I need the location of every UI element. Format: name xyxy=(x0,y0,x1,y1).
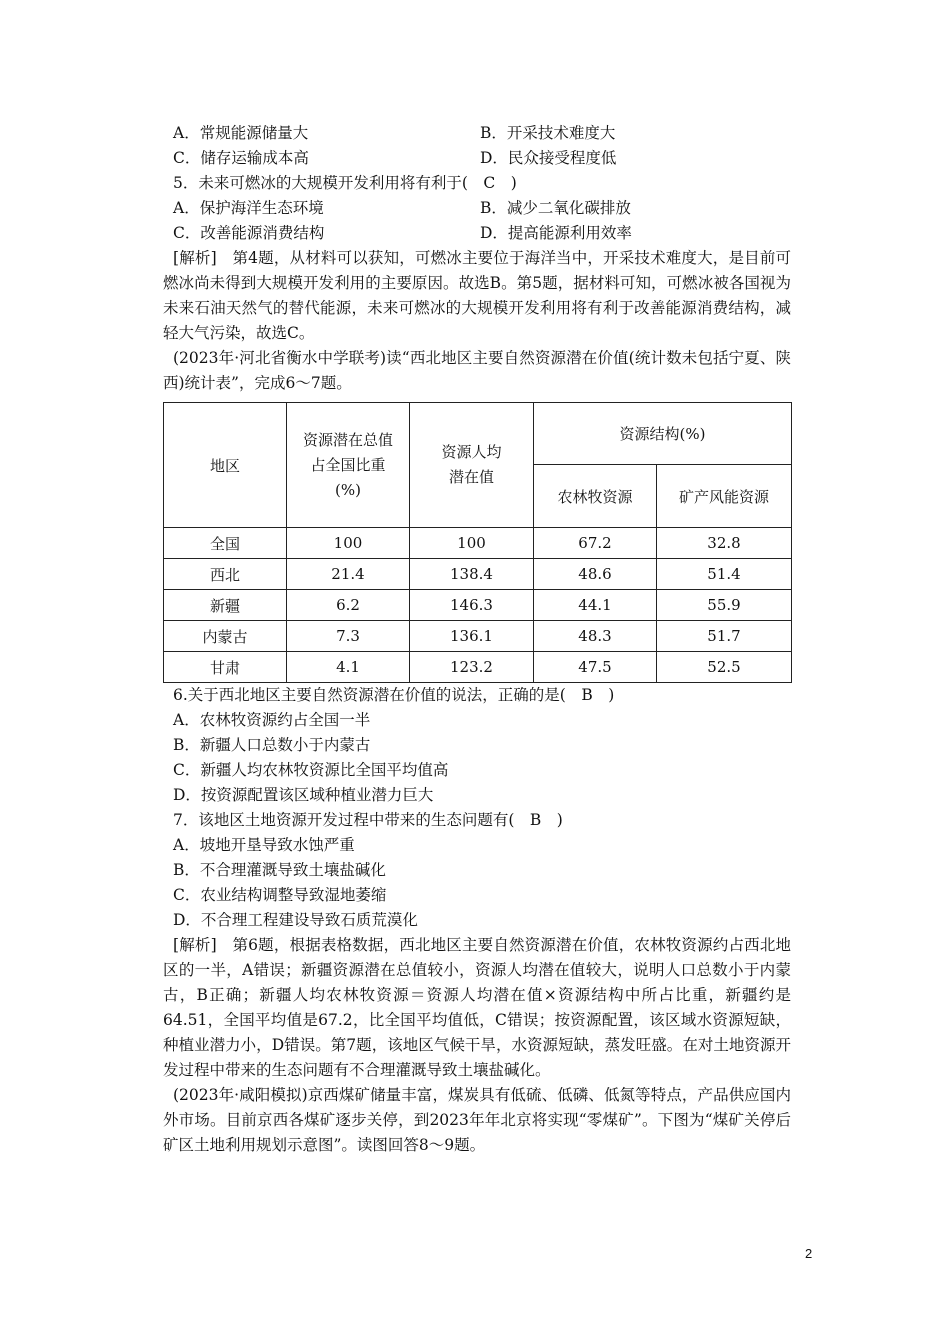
header-share: 资源潜在总值 占全国比重 (%) xyxy=(287,403,410,528)
cell-mineral: 51.7 xyxy=(657,621,792,652)
cell-agri: 47.5 xyxy=(534,652,657,683)
cell-region: 全国 xyxy=(164,528,287,559)
q4-option-a: A．常规能源储量大 xyxy=(173,124,309,142)
table-row xyxy=(164,652,792,683)
q4-option-c: C．储存运输成本高 xyxy=(173,149,309,167)
q7-option-c: C．农业结构调整导致湿地萎缩 xyxy=(173,886,387,904)
q5-option-d: D．提高能源利用效率 xyxy=(480,224,632,242)
q5-stem: 5．未来可燃冰的大规模开发利用将有利于( C ) xyxy=(173,174,517,192)
cell-region: 西北 xyxy=(164,559,287,590)
q7-option-b: B．不合理灌溉导致土壤盐碱化 xyxy=(173,861,386,879)
q4-option-d: D．民众接受程度低 xyxy=(480,149,617,167)
table-row xyxy=(164,590,792,621)
header-mineral: 矿产风能资源 xyxy=(657,465,792,528)
table-row xyxy=(164,528,792,559)
cell-agri: 44.1 xyxy=(534,590,657,621)
q7-option-a: A．坡地开垦导致水蚀严重 xyxy=(173,836,355,854)
cell-mineral: 51.4 xyxy=(657,559,792,590)
intro-6-7: (2023年·河北省衡水中学联考)读“西北地区主要自然资源潜在价值(统计数未包括宁夏、陕西)统计表”，完成6～7题。 xyxy=(163,349,791,392)
analysis-4-5: [解析] 第4题，从材料可以获知，可燃冰主要位于海洋当中，开采技术难度大，是目前可燃冰尚未得到大规模开发利用的主要原因。故选B。第5题，据材料可知，可燃冰被各国视为未来石油天然气的替代能源，未来可燃冰的大规模开发利用将有利于改善能源消费结构，减轻大气污染，故选C。 xyxy=(163,249,791,342)
q7-option-d: D．不合理工程建设导致石质荒漠化 xyxy=(173,911,418,929)
cell-agri: 48.3 xyxy=(534,621,657,652)
cell-region: 甘肃 xyxy=(164,652,287,683)
cell-share: 6.2 xyxy=(287,590,410,621)
q6-option-a: A．农林牧资源约占全国一半 xyxy=(173,711,371,729)
cell-share: 21.4 xyxy=(287,559,410,590)
q6-option-d: D．按资源配置该区域种植业潜力巨大 xyxy=(173,786,434,804)
cell-per-capita: 136.1 xyxy=(410,621,534,652)
cell-agri: 67.2 xyxy=(534,528,657,559)
page-number: 2 xyxy=(805,1246,813,1261)
header-agri: 农林牧资源 xyxy=(534,465,657,528)
q5-option-a: A．保护海洋生态环境 xyxy=(173,199,324,217)
cell-share: 7.3 xyxy=(287,621,410,652)
intro-8-9: (2023年·咸阳模拟)京西煤矿储量丰富，煤炭具有低硫、低磷、低氮等特点，产品供应国内外市场。目前京西各煤矿逐步关停，到2023年年北京将实现“零煤矿”。下图为“煤矿关停后矿区土地利用规划示意图”。读图回答8～9题。 xyxy=(163,1086,791,1154)
cell-per-capita: 123.2 xyxy=(410,652,534,683)
header-per-capita: 资源人均 潜在值 xyxy=(410,403,534,528)
q6-option-c: C．新疆人均农林牧资源比全国平均值高 xyxy=(173,761,449,779)
resource-table xyxy=(163,402,792,683)
header-region: 地区 xyxy=(164,403,287,528)
q4-option-b: B．开采技术难度大 xyxy=(480,124,616,142)
cell-mineral: 55.9 xyxy=(657,590,792,621)
cell-region: 内蒙古 xyxy=(164,621,287,652)
cell-mineral: 32.8 xyxy=(657,528,792,559)
cell-per-capita: 100 xyxy=(410,528,534,559)
header-structure: 资源结构(%) xyxy=(534,403,792,465)
table-row xyxy=(164,621,792,652)
table-row xyxy=(164,559,792,590)
cell-share: 4.1 xyxy=(287,652,410,683)
q6-stem: 6.关于西北地区主要自然资源潜在价值的说法，正确的是( B ) xyxy=(173,686,615,704)
cell-region: 新疆 xyxy=(164,590,287,621)
cell-share: 100 xyxy=(287,528,410,559)
q6-option-b: B．新疆人口总数小于内蒙古 xyxy=(173,736,371,754)
q7-stem: 7．该地区土地资源开发过程中带来的生态问题有( B ) xyxy=(173,811,563,829)
cell-per-capita: 146.3 xyxy=(410,590,534,621)
cell-agri: 48.6 xyxy=(534,559,657,590)
q5-option-c: C．改善能源消费结构 xyxy=(173,224,325,242)
cell-mineral: 52.5 xyxy=(657,652,792,683)
analysis-6-7: [解析] 第6题，根据表格数据，西北地区主要自然资源潜在价值，农林牧资源约占西北地区的一半，A错误；新疆资源潜在总值较小，资源人均潜在值较大，说明人口总数小于内蒙古，B正确；新疆人均农林牧资源＝资源人均潜在值×资源结构中所占比重，新疆约是64.51，全国平均值是67.2，比全国平均值低，C错误；按资源配置，该区域水资源短缺，种植业潜力小，D错误。第7题，该地区气候干旱，水资源短缺，蒸发旺盛。在对土地资源开发过程中带来的生态问题有不合理灌溉导致土壤盐碱化。 xyxy=(163,936,791,1079)
q5-option-b: B．减少二氧化碳排放 xyxy=(480,199,631,217)
cell-per-capita: 138.4 xyxy=(410,559,534,590)
